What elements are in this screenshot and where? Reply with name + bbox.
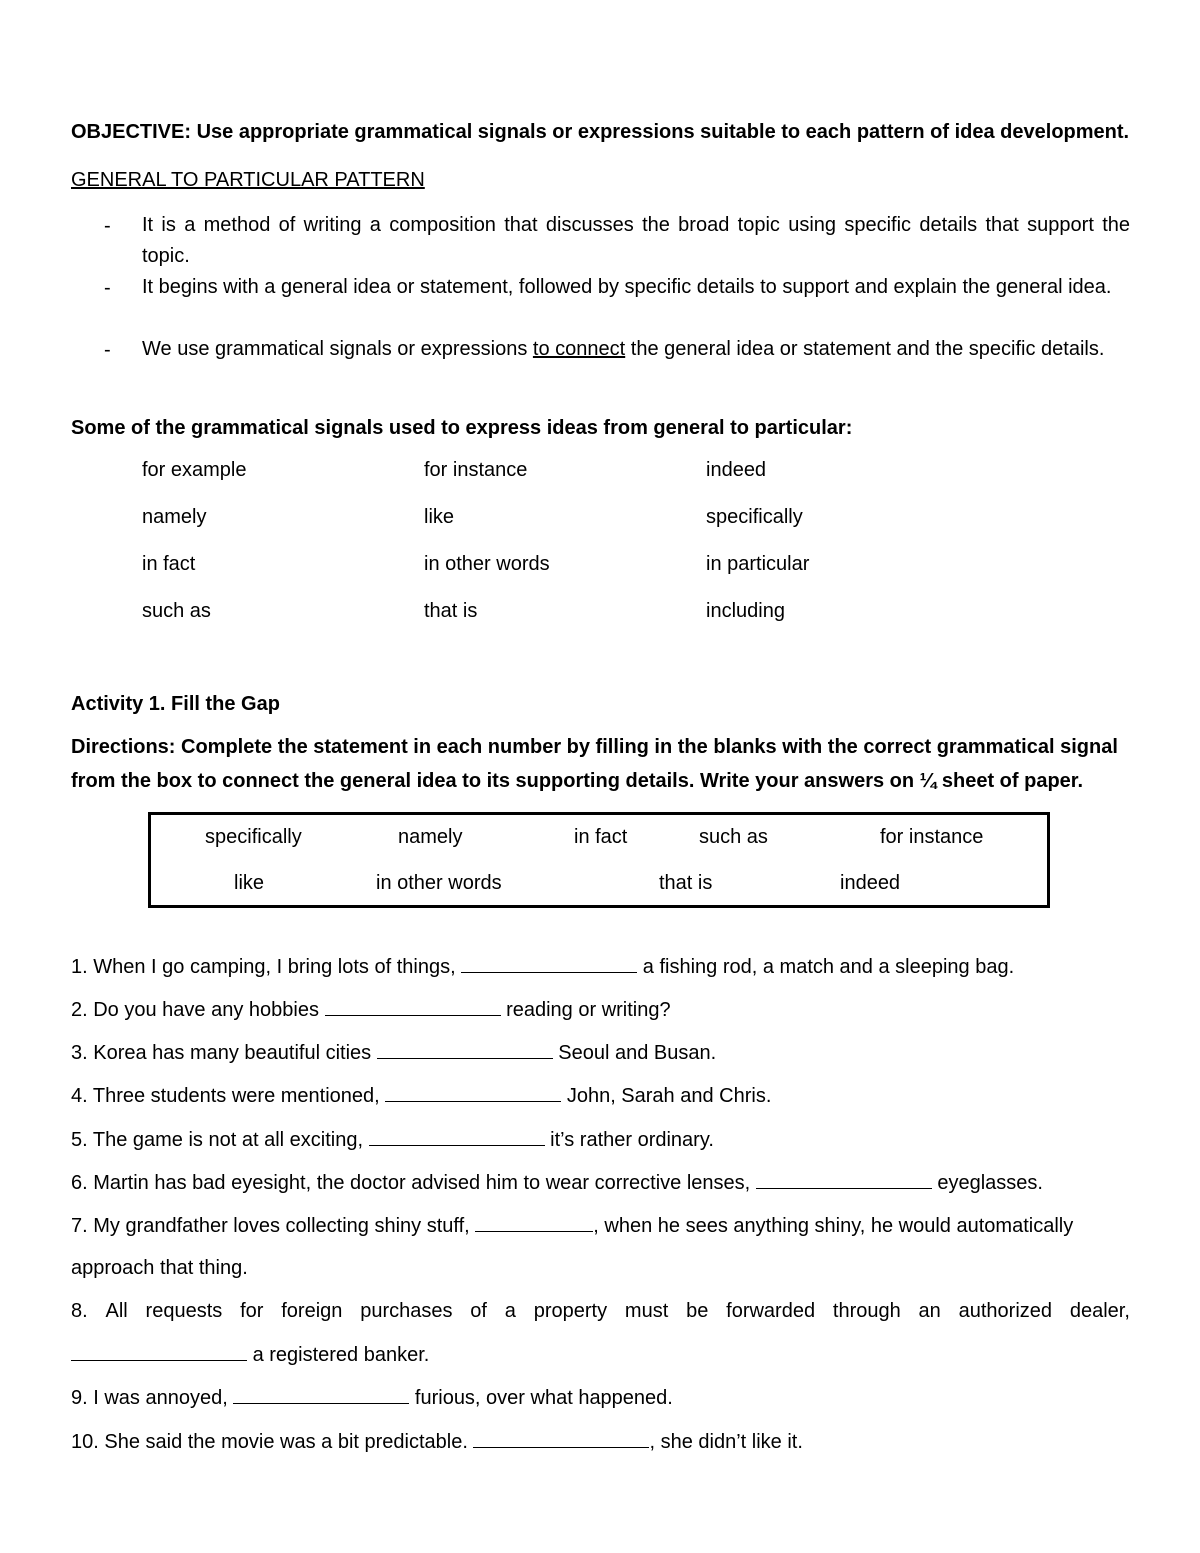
bullet-3-pre: We use grammatical signals or expressions (142, 338, 528, 360)
question-text: 1. When I go camping, I bring lots of things, (71, 956, 456, 978)
bullet-3-underlined: to connect (532, 338, 626, 360)
answer-blank[interactable] (325, 997, 501, 1016)
question-text: 5. The game is not at all exciting, (71, 1129, 364, 1151)
question-text: 2. Do you have any hobbies (71, 999, 319, 1021)
question-word: property (533, 1300, 608, 1322)
answer-blank[interactable] (475, 1213, 593, 1232)
question-2 (71, 997, 671, 1022)
question-7-continued: approach that thing. (71, 1257, 248, 1279)
signals-heading: Some of the grammatical signals used to express ideas from general to particular: (71, 417, 853, 439)
signal-item: for example (142, 459, 247, 481)
question-text: it’s rather ordinary. (550, 1129, 714, 1151)
box-word: specifically (205, 826, 302, 848)
question-text: 4. Three students were mentioned, (71, 1085, 380, 1107)
answer-blank[interactable] (377, 1040, 553, 1059)
bullet-dash: - (104, 215, 111, 237)
question-text: 3. Korea has many beautiful cities (71, 1042, 372, 1064)
question-6 (71, 1170, 1043, 1195)
question-text: a fishing rod, a match and a sleeping bag. (642, 956, 1015, 978)
question-word: authorized (958, 1300, 1053, 1322)
box-word: namely (398, 826, 463, 848)
answer-blank[interactable] (756, 1170, 932, 1189)
objective-line (71, 120, 1129, 144)
question-text: John, Sarah and Chris. (566, 1085, 772, 1107)
signal-item: specifically (706, 506, 803, 528)
question-text: reading or writing? (506, 999, 671, 1021)
box-word: indeed (840, 872, 901, 894)
box-word: such as (699, 826, 768, 848)
bullet-2: It begins with a general idea or statement, followed by specific details to support and explain the general idea. (142, 276, 1112, 298)
activity-title: Activity 1. Fill the Gap (71, 693, 280, 715)
signal-item: such as (142, 600, 211, 622)
signal-item: for instance (424, 459, 528, 481)
signal-item: including (706, 600, 785, 622)
question-word: All (105, 1300, 128, 1322)
directions-line-1: Directions: Complete the statement in each number by filling in the blanks with the correct grammatical signal (71, 736, 1118, 758)
directions-line-2: from the box to connect the general idea to its supporting details. Write your answers on ¼ sheet of paper. (71, 770, 1084, 792)
signal-item: like (424, 506, 455, 528)
bullet-1: It is a method of writing a composition that discusses the broad topic using specific details that support the topic. (142, 214, 1130, 267)
question-word: purchases (360, 1300, 453, 1322)
signal-item: that is (424, 600, 478, 622)
section-title: GENERAL TO PARTICULAR PATTERN (71, 169, 425, 191)
signal-item: in particular (706, 553, 810, 575)
box-word: in fact (574, 826, 628, 848)
objective-text: Use appropriate grammatical signals or expressions suitable to each pattern of idea development. (196, 121, 1130, 143)
box-word: that is (659, 872, 713, 894)
question-word: 8. (71, 1300, 88, 1322)
bullet-dash: - (104, 339, 111, 361)
question-word: of (470, 1300, 487, 1322)
question-word: must (624, 1300, 669, 1322)
question-text: , when he sees anything shiny, he would automatically (593, 1215, 1074, 1237)
answer-blank[interactable] (71, 1342, 247, 1361)
answer-blank[interactable] (385, 1083, 561, 1102)
bullet-3 (142, 334, 1130, 365)
question-word: for (240, 1300, 264, 1322)
question-text: , she didn’t like it. (649, 1431, 803, 1453)
question-3 (71, 1040, 716, 1065)
box-word: for instance (880, 826, 984, 848)
answer-blank[interactable] (461, 954, 637, 973)
signal-item: in other words (424, 553, 550, 575)
question-word: forwarded (726, 1300, 816, 1322)
question-1 (71, 954, 1014, 979)
question-text: eyeglasses. (937, 1172, 1043, 1194)
bullet-3-post: the general idea or statement and the specific details. (630, 338, 1105, 360)
question-word: foreign (281, 1300, 343, 1322)
bullet-dash: - (104, 277, 111, 299)
answer-blank[interactable] (369, 1127, 545, 1146)
question-10 (71, 1429, 803, 1454)
question-word: be (686, 1300, 709, 1322)
question-4 (71, 1083, 771, 1108)
question-text: 7. My grandfather loves collecting shiny stuff, (71, 1215, 470, 1237)
signal-item: namely (142, 506, 207, 528)
question-text: 10. She said the movie was a bit predictable. (71, 1431, 468, 1453)
answer-blank[interactable] (473, 1429, 649, 1448)
question-text: a registered banker. (252, 1344, 430, 1366)
question-word: through (832, 1300, 901, 1322)
answer-blank[interactable] (233, 1385, 409, 1404)
question-9 (71, 1385, 673, 1410)
question-word: a (504, 1300, 516, 1322)
question-5 (71, 1127, 714, 1152)
question-text: 6. Martin has bad eyesight, the doctor advised him to wear corrective lenses, (71, 1172, 751, 1194)
box-word: in other words (376, 872, 502, 894)
question-text: Seoul and Busan. (558, 1042, 717, 1064)
signal-item: in fact (142, 553, 196, 575)
question-8-line-2 (71, 1342, 429, 1367)
box-word: like (234, 872, 265, 894)
question-word: requests (145, 1300, 223, 1322)
signal-item: indeed (706, 459, 767, 481)
question-text: furious, over what happened. (414, 1387, 673, 1409)
question-7 (71, 1213, 1073, 1238)
question-text: 9. I was annoyed, (71, 1387, 228, 1409)
question-word: an (918, 1300, 941, 1322)
question-8-line-1 (71, 1299, 1130, 1323)
objective-label: OBJECTIVE: (71, 121, 192, 143)
question-word: dealer, (1069, 1300, 1130, 1322)
